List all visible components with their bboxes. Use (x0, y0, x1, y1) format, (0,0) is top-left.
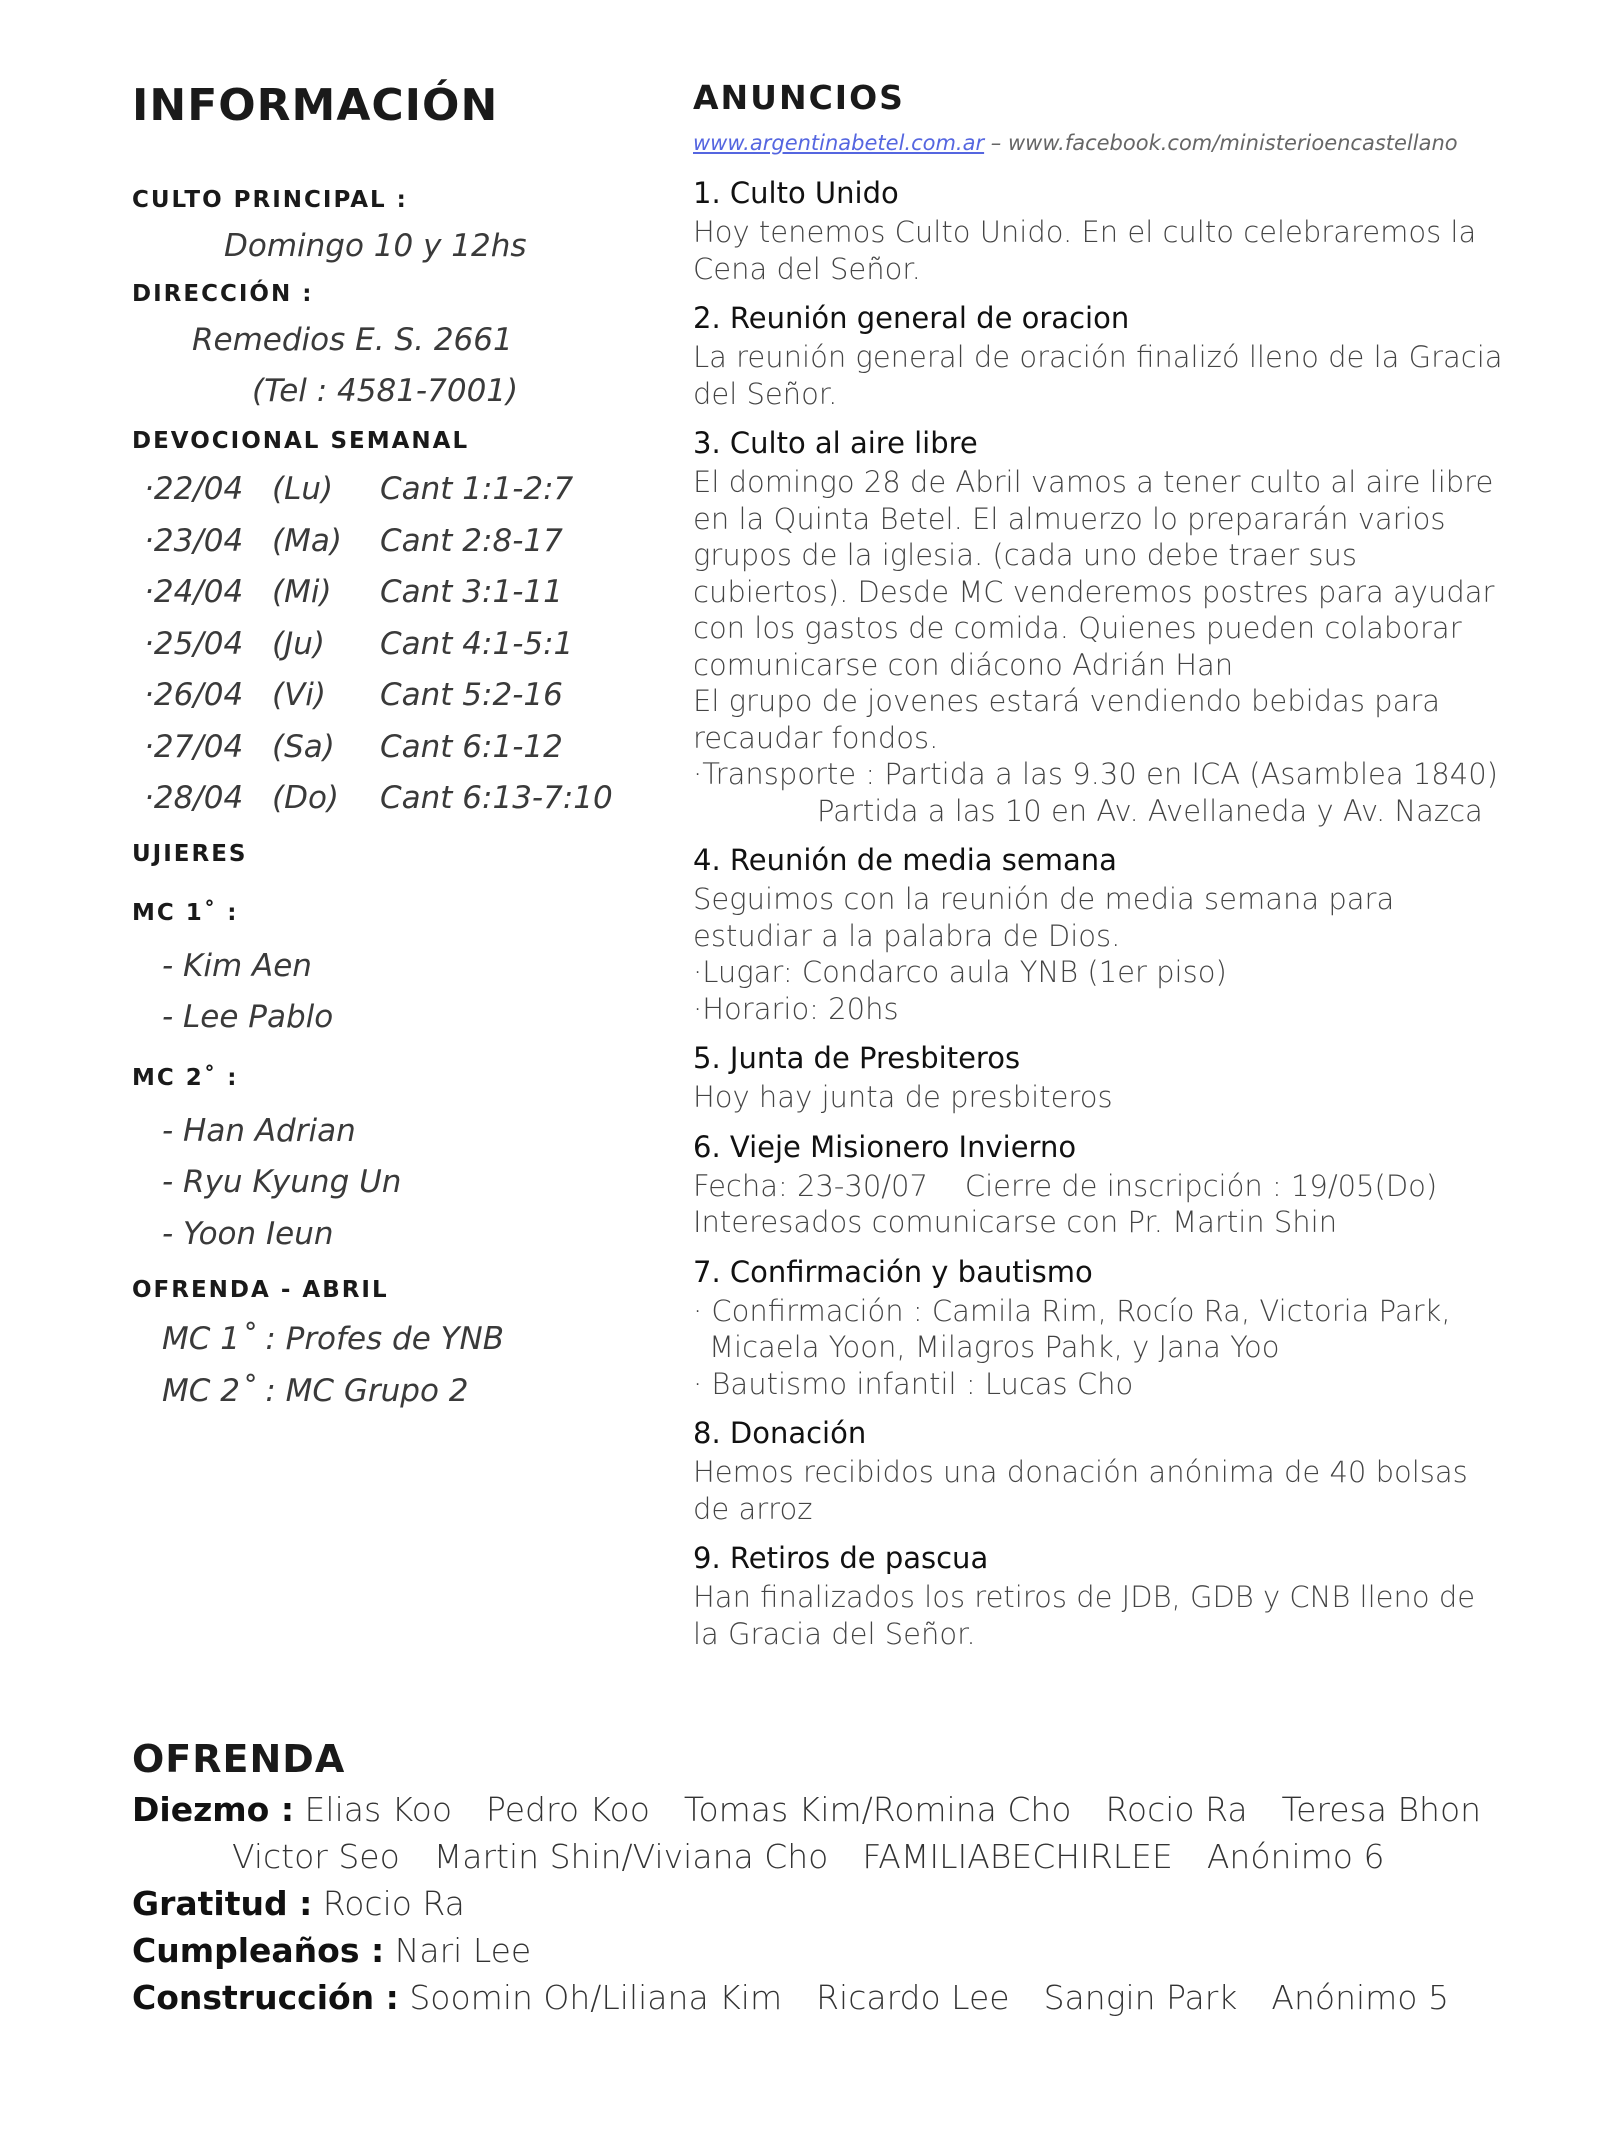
devocional-row (132, 773, 652, 825)
construccion-label: Construcción : (132, 1978, 399, 2017)
culto-principal-label: CULTO PRINCIPAL : (132, 187, 408, 213)
announcement-line: con los gastos de comida. Quienes pueden colaborar (693, 611, 1462, 645)
donor-name: Rocio Ra (322, 1884, 465, 1923)
announcement-item (693, 172, 1513, 287)
announcement-title: 9. Retiros de pascua (693, 1541, 989, 1575)
devocional-ref: Cant 6:1-12 (380, 728, 563, 765)
ujieres-mc1-label: MC 1˚ : (132, 899, 239, 926)
donor-name: Pedro Koo (486, 1790, 650, 1829)
devocional-row (132, 464, 652, 516)
announcement-item (693, 839, 1513, 1027)
devocional-day: (Ma) (272, 522, 342, 559)
facebook-link: www.facebook.com/ministerioencastellano (1007, 131, 1458, 155)
announcement-line: de arroz (693, 1491, 813, 1526)
announcement-title: 6. Vieje Misionero Invierno (693, 1129, 1077, 1164)
ujier-name: - Ryu Kyung Un (162, 1164, 402, 1200)
devocional-date: ·25/04 (144, 625, 244, 662)
devocional-list (132, 464, 652, 825)
announcement-body (693, 1168, 1513, 1241)
ujieres-mc2-label: MC 2˚ : (132, 1064, 239, 1091)
devocional-day: (Vi) (272, 677, 327, 713)
announcement-body (693, 1079, 1513, 1116)
announcement-line: estudiar a la palabra de Dios. (693, 918, 1121, 953)
ujieres-label: UJIERES (132, 840, 248, 867)
diezmo-label: Diezmo : (132, 1790, 295, 1829)
donor-name: Elias Koo (304, 1790, 453, 1829)
announcement-title: 7. Confirmación y bautismo (693, 1254, 1093, 1289)
gratitud-row (132, 1880, 1532, 1927)
devocional-date: ·23/04 (144, 522, 244, 559)
donor-name: Teresa Bhon (1281, 1790, 1482, 1829)
devocional-ref: Cant 3:1-11 (380, 574, 563, 610)
announcement-title: 2. Reunión general de oracion (693, 301, 1130, 335)
announcement-body (693, 214, 1513, 287)
announcement-title: 4. Reunión de media semana (693, 843, 1117, 877)
ujier-name: - Kim Aen (162, 947, 312, 984)
ofrenda-section (132, 1732, 1532, 2021)
announcement-item (693, 1251, 1513, 1403)
announcement-body (693, 1454, 1513, 1527)
announcement-line: Seguimos con la reunión de media semana para (693, 882, 1395, 916)
devocional-day: (Mi) (272, 574, 332, 610)
announcement-line: Hoy hay junta de presbiteros (693, 1080, 1113, 1114)
anuncios-column (693, 70, 1513, 1652)
announcement-line: Fecha: 23-30/07 Cierre de inscripción : 19/05(Do) (693, 1168, 1438, 1203)
announcement-line: El grupo de jovenes estará vendiendo bebidas para (693, 684, 1441, 718)
ofrenda-abril-item: MC 1˚ : Profes de YNB (162, 1321, 505, 1357)
announcement-line: comunicarse con diácono Adrián Han (693, 647, 1234, 682)
ujier-name: - Yoon Ieun (162, 1215, 334, 1252)
donor-name: Tomas Kim/Romina Cho (683, 1790, 1072, 1829)
diezmo-row (132, 1786, 1532, 1833)
donor-name: Soomin Oh/Liliana Kim (409, 1978, 783, 2017)
announcement-line: El domingo 28 de Abril vamos a tener culto al aire libre (693, 465, 1494, 499)
announcement-item (693, 1537, 1513, 1652)
announcement-body (693, 464, 1513, 829)
devocional-date: ·28/04 (144, 780, 244, 816)
devocional-day: (Lu) (272, 471, 334, 507)
devocional-ref: Cant 2:8-17 (380, 522, 563, 559)
devocional-date: ·22/04 (144, 471, 244, 507)
culto-principal-value: Domingo 10 y 12hs (224, 228, 527, 264)
devocional-label: DEVOCIONAL SEMANAL (132, 428, 470, 454)
donor-name: FAMILIABECHIRLEE (862, 1837, 1173, 1876)
devocional-date: ·26/04 (144, 677, 244, 713)
announcement-line: · Bautismo infantil : Lucas Cho (693, 1366, 1134, 1401)
gratitud-label: Gratitud : (132, 1884, 313, 1923)
announcement-line: Hoy tenemos Culto Unido. En el culto celebraremos la (693, 215, 1477, 249)
donor-name: Martin Shin/Viviana Cho (433, 1837, 829, 1876)
devocional-ref: Cant 4:1-5:1 (380, 625, 574, 662)
devocional-row (132, 567, 652, 619)
announcement-line: ·Lugar: Condarco aula YNB (1er piso) (693, 955, 1227, 989)
diezmo-row-continued (132, 1833, 1532, 1880)
devocional-row (132, 516, 652, 568)
announcement-line: grupos de la iglesia. (cada uno debe traer sus (693, 538, 1357, 572)
devocional-day: (Sa) (272, 728, 335, 765)
direccion-label: DIRECCIÓN : (132, 281, 314, 307)
direccion-tel: (Tel : 4581-7001) (252, 373, 519, 409)
cumpleanos-label: Cumpleaños : (132, 1931, 385, 1970)
announcement-item (693, 1126, 1513, 1241)
devocional-row (132, 722, 652, 774)
informacion-column (132, 70, 652, 1417)
announcement-line: ·Transporte : Partida a las 9.30 en ICA (Asamblea 1840) (693, 757, 1498, 791)
announcement-line: Interesados comunicarse con Pr. Martin Shin (693, 1205, 1338, 1239)
link-separator: – (984, 131, 1008, 155)
announcement-line: recaudar fondos. (693, 720, 939, 755)
donor-name: Nari Lee (394, 1931, 532, 1970)
anuncios-title: ANUNCIOS (693, 78, 905, 117)
devocional-ref: Cant 5:2-16 (380, 677, 563, 713)
direccion-value: Remedios E. S. 2661 (192, 322, 513, 358)
announcement-item (693, 1037, 1513, 1116)
website-link[interactable]: www.argentinabetel.com.ar (693, 131, 985, 155)
announcement-line: Han finalizados los retiros de JDB, GDB y CNB lleno de (693, 1580, 1476, 1614)
ujier-name: - Han Adrian (162, 1112, 356, 1149)
announcement-line: cubiertos). Desde MC venderemos postres para ayudar (693, 574, 1495, 609)
ujier-name: - Lee Pablo (162, 999, 334, 1035)
devocional-day: (Ju) (272, 625, 325, 662)
announcement-line: del Señor. (693, 376, 838, 411)
donor-name: Anónimo 5 (1271, 1978, 1449, 2017)
donor-name: Anónimo 6 (1206, 1837, 1385, 1876)
announcement-body (693, 881, 1513, 1027)
ofrenda-abril-label: OFRENDA - ABRIL (132, 1277, 389, 1303)
announcement-line: la Gracia del Señor. (693, 1616, 976, 1651)
informacion-title: INFORMACIÓN (132, 80, 499, 131)
announcement-title: 5. Junta de Presbiteros (693, 1041, 1021, 1075)
announcement-line: Hemos recibidos una donación anónima de 40 bolsas (693, 1455, 1468, 1489)
anuncios-links (693, 124, 1513, 162)
donor-name: Sangin Park (1043, 1978, 1238, 2017)
devocional-date: ·24/04 (144, 574, 244, 610)
announcement-body (693, 1293, 1513, 1403)
cumpleanos-row (132, 1927, 1532, 1974)
announcement-item (693, 297, 1513, 412)
devocional-row (132, 670, 652, 722)
announcement-line: · Confirmación : Camila Rim, Rocío Ra, Victoria Park, (693, 1293, 1451, 1328)
announcement-line: Cena del Señor. (693, 251, 921, 286)
announcement-title: 8. Donación (693, 1416, 867, 1450)
announcement-title: 1. Culto Unido (693, 176, 899, 210)
announcement-line: ·Horario: 20hs (693, 991, 899, 1026)
devocional-day: (Do) (272, 780, 340, 816)
announcement-item (693, 422, 1513, 829)
announcement-line: en la Quinta Betel. El almuerzo lo prepararán varios (693, 501, 1446, 536)
donor-name: Ricardo Lee (816, 1978, 1010, 2017)
announcement-item (693, 1412, 1513, 1527)
donor-name: Rocio Ra (1105, 1790, 1248, 1829)
devocional-ref: Cant 1:1-2:7 (380, 471, 574, 507)
announcement-line: La reunión general de oración finalizó lleno de la Gracia (693, 340, 1503, 374)
devocional-row (132, 619, 652, 671)
announcement-line: Partida a las 10 en Av. Avellaneda y Av. Nazca (817, 793, 1483, 828)
ofrenda-abril-item: MC 2˚ : MC Grupo 2 (162, 1372, 469, 1409)
announcement-body (693, 1579, 1513, 1652)
construccion-row (132, 1974, 1532, 2021)
donor-name: Victor Seo (232, 1837, 400, 1876)
devocional-date: ·27/04 (144, 728, 244, 765)
announcement-body (693, 339, 1513, 412)
devocional-ref: Cant 6:13-7:10 (380, 780, 613, 816)
announcement-line: Micaela Yoon, Milagros Pahk, y Jana Yoo (709, 1330, 1280, 1364)
announcement-title: 3. Culto al aire libre (693, 426, 978, 460)
ofrenda-title: OFRENDA (132, 1737, 346, 1781)
